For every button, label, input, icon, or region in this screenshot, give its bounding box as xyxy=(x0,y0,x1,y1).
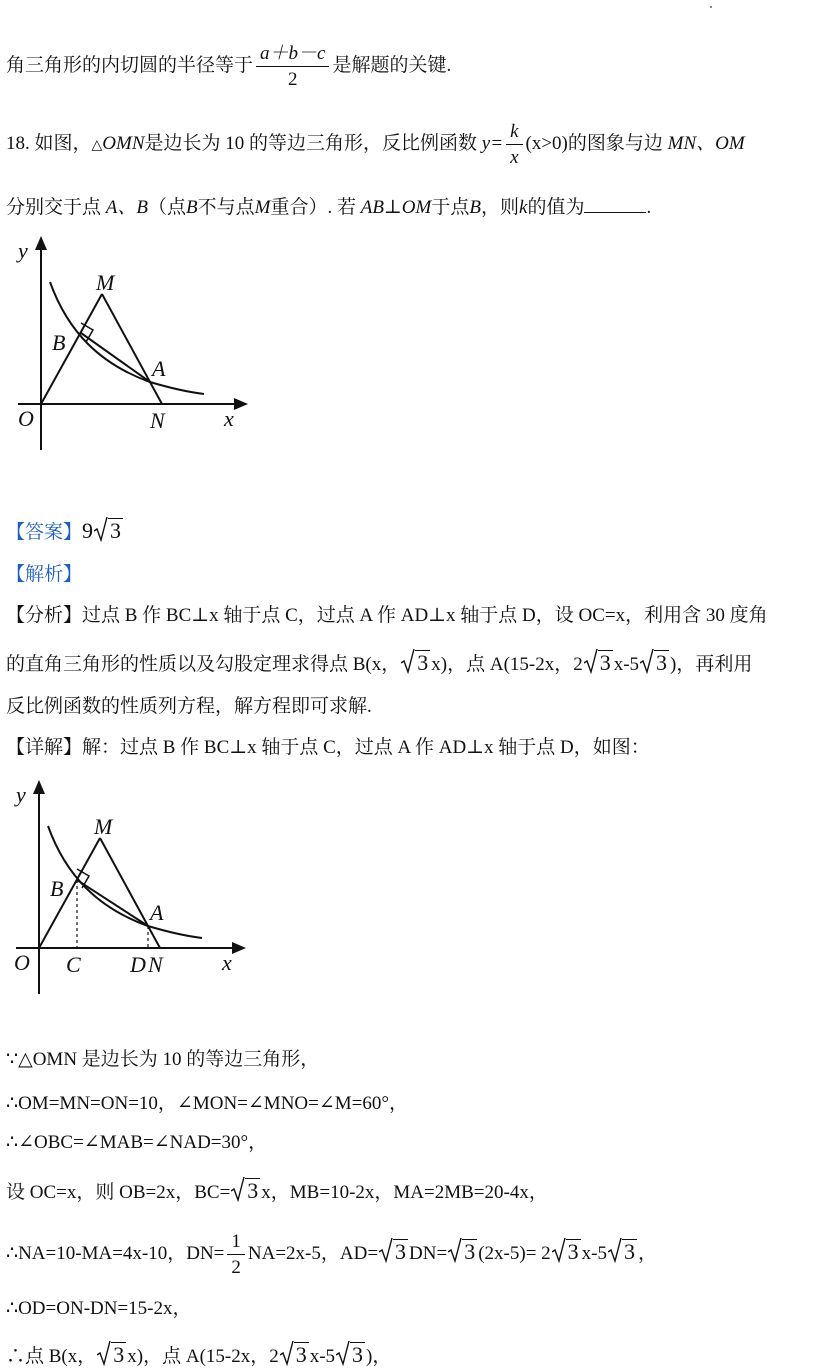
label-y: y xyxy=(18,238,28,263)
intro-prefix: 角三角形的内切圆的半径等于 xyxy=(6,54,254,76)
label-m: M xyxy=(94,814,113,839)
label-c: C xyxy=(66,952,81,977)
x-axis-arrow-icon xyxy=(234,398,248,410)
label-o: O xyxy=(14,950,30,975)
problem-line2g: 的值为 xyxy=(527,197,585,218)
y-axis-arrow-icon xyxy=(33,780,45,794)
label-b: B xyxy=(52,330,66,355)
answer-coef: 9 xyxy=(82,518,94,543)
problem-m: M xyxy=(254,197,271,218)
label-d: D xyxy=(130,952,146,977)
problem-b: B xyxy=(186,197,198,218)
scan-dot xyxy=(710,6,712,8)
problem-ab-perp: AB⊥OM xyxy=(360,197,432,218)
problem-line2a: 分别交于点 xyxy=(6,197,102,218)
solution-step-7: ∴点 B(x， 3 x)，点 A(15-2x，2 3 x-5 3 )， xyxy=(6,1342,392,1367)
figure-2 xyxy=(8,776,248,1001)
solution-step-2: ∴OM=MN=ON=10，∠MON=∠MNO=∠M=60°， xyxy=(6,1093,408,1114)
problem-k2: k xyxy=(519,197,528,218)
intro-frac-den: 2 xyxy=(287,69,298,90)
analysis-tag: 【解析】 xyxy=(6,563,83,585)
label-b: B xyxy=(50,876,64,901)
analysis-line-4: 【详解】解：过点 B 作 BC⊥x 轴于点 C，过点 A 作 AD⊥x 轴于点 D，如图： xyxy=(6,737,650,758)
problem-line2b: （点 xyxy=(147,197,186,218)
right-angle-mark xyxy=(77,869,89,888)
sqrt-3: 3 xyxy=(448,1239,477,1263)
sqrt-3: 3 xyxy=(231,1178,260,1202)
intro-line xyxy=(6,44,451,89)
answer-tag: 【答案】 xyxy=(6,521,83,543)
problem-ab: A、B xyxy=(105,197,148,218)
segment-ab xyxy=(77,880,148,926)
label-x: x xyxy=(222,950,232,975)
analysis-line-1: 【分析】过点 B 作 BC⊥x 轴于点 C，过点 A 作 AD⊥x 轴于点 D，设 OC=x，利用含 30 度角 xyxy=(6,605,768,626)
problem-line-2 xyxy=(6,196,651,217)
sqrt-3: 3 xyxy=(336,1342,365,1366)
label-a: A xyxy=(152,356,166,381)
solution-step-6: ∴OD=ON-DN=15-2x， xyxy=(6,1298,192,1319)
label-n: N xyxy=(150,408,165,433)
frac-k: k xyxy=(506,122,522,145)
solution-step-3: ∴∠OBC=∠MAB=∠NAD=30°， xyxy=(6,1132,268,1153)
intro-frac-num: a＋b－c xyxy=(256,44,329,67)
problem-omn: OMN xyxy=(102,132,145,154)
sqrt-3: 3 xyxy=(379,1239,408,1263)
segment-ab xyxy=(81,333,150,382)
solution-step-1: ∵△OMN 是边长为 10 的等边三角形， xyxy=(6,1049,320,1070)
solution-step-4: 设 OC=x，则 OB=2x，BC= 3 x，MB=10-2x，MA=2MB=20-4x， xyxy=(6,1178,548,1203)
intro-fraction xyxy=(256,44,329,89)
problem-condition: (x>0)的图象与边 xyxy=(525,132,663,154)
sqrt-3: 3 xyxy=(608,1239,637,1263)
problem-line2e: 于点 xyxy=(431,197,470,218)
answer-blank[interactable] xyxy=(584,196,646,213)
label-n: N xyxy=(148,952,163,977)
analysis-line-3: 反比例函数的性质列方程，解方程即可求解. xyxy=(6,696,372,717)
figure-1 xyxy=(10,232,250,457)
triangle-symbol: △ xyxy=(91,137,103,153)
half-fraction: $\frac{1}{2}$ xyxy=(227,1232,245,1277)
sqrt-3: 3 xyxy=(280,1342,309,1366)
sqrt-3: 3 xyxy=(401,650,430,674)
frac-x: x xyxy=(510,147,519,168)
problem-text-1: 如图， xyxy=(34,132,92,154)
sqrt-3: 3 xyxy=(552,1239,581,1263)
analysis-line-2: 的直角三角形的性质以及勾股定理求得点 B(x， 3 x)，点 A(15-2x，2 3 x-5 3 )，再利用 xyxy=(6,650,753,675)
problem-line-1 xyxy=(6,122,745,167)
k-over-x-fraction xyxy=(506,122,522,167)
problem-line2f: ，则 xyxy=(480,197,519,218)
solution-step-5: ∴NA=10-MA=4x-10，DN= $\frac{1}{2}$ NA=2x-5，AD= 3 DN= 3 (2x-5)= 2 3 x-5 3 ， xyxy=(6,1231,658,1278)
problem-b2: B xyxy=(469,197,481,218)
problem-line2c: 不与点 xyxy=(197,197,255,218)
label-y: y xyxy=(16,782,26,807)
label-m: M xyxy=(96,270,115,295)
sqrt-3: 3 xyxy=(640,650,669,674)
answer-line xyxy=(6,518,124,542)
y-axis-arrow-icon xyxy=(35,236,47,250)
side-mn xyxy=(102,294,162,404)
problem-number: 18. xyxy=(6,132,30,154)
problem-mn-om: MN、OM xyxy=(667,132,745,154)
label-o: O xyxy=(18,406,34,431)
problem-end: . xyxy=(646,197,652,218)
sqrt-3: 3 xyxy=(97,1342,126,1366)
problem-line2d: 重合）. 若 xyxy=(270,197,356,218)
x-axis-arrow-icon xyxy=(232,942,246,954)
label-x: x xyxy=(224,406,234,431)
side-mn xyxy=(100,838,160,948)
problem-y-eq: y= xyxy=(481,132,504,154)
intro-suffix: 是解题的关键. xyxy=(332,54,452,76)
sqrt-3: 3 xyxy=(584,650,613,674)
label-a: A xyxy=(150,900,164,925)
answer-sqrt: 3 xyxy=(94,518,123,542)
problem-text-2: 是边长为 10 的等边三角形，反比例函数 xyxy=(144,132,478,154)
